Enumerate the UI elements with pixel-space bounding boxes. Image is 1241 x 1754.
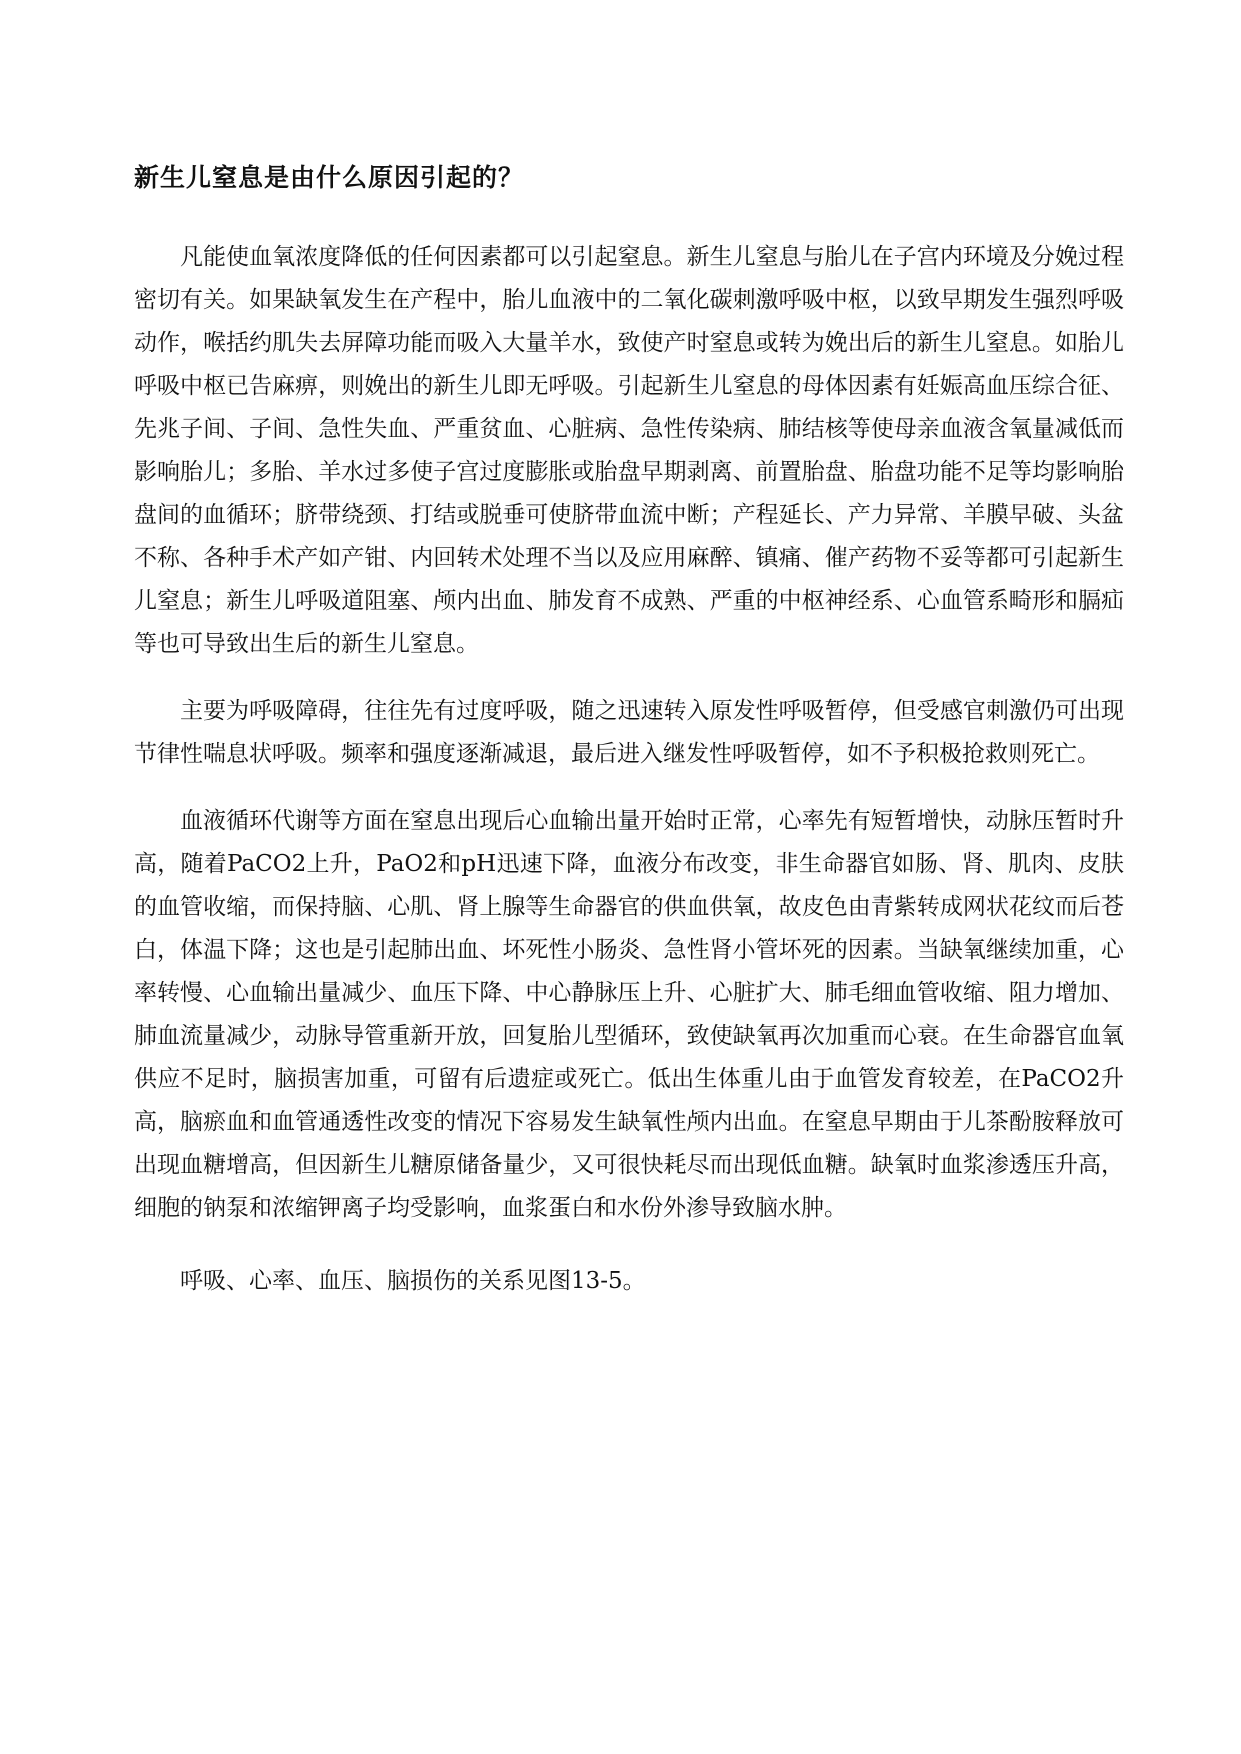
document-page [134,160,1124,1327]
paragraph-circulation: 血液循环代谢等方面在窒息出现后心血输出量开始时正常，心率先有短暂增快，动脉压暂时升高，随着PaCO2上升，PaO2和pH迅速下降，血液分布改变，非生命器官如肠、肾、肌肉、皮肤的血管收缩，而保持脑、心肌、肾上腺等生命器官的供血供氧，故皮色由青紫转成网状花纹而后苍白，体温下降；这也是引起肺出血、坏死性小肠炎、急性肾小管坏死的因素。当缺氧继续加重，心率转慢、心血输出量减少、血压下降、中心静脉压上升、心脏扩大、肺毛细血管收缩、阻力增加、肺血流量减少，动脉导管重新开放，回复胎儿型循环，致使缺氧再次加重而心衰。在生命器官血氧供应不足时，脑损害加重，可留有后遗症或死亡。低出生体重儿由于血管发育较差，在PaCO2升高，脑瘀血和血管通透性改变的情况下容易发生缺氧性颅内出血。在窒息早期由于儿茶酚胺释放可出现血糖增高，但因新生儿糖原储备量少，又可很快耗尽而出现低血糖。缺氧时血浆渗透压升高，细胞的钠泵和浓缩钾离子均受影响，血浆蛋白和水份外渗导致脑水肿。 [134,808,1124,1221]
document-title: 新生儿窒息是由什么原因引起的？ [134,163,525,192]
paragraph-figure-reference: 呼吸、心率、血压、脑损伤的关系见图13-5。 [180,1268,646,1294]
paragraph-respiratory: 主要为呼吸障碍，往往先有过度呼吸，随之迅速转入原发性呼吸暂停，但受感官刺激仍可出现节律性喘息状呼吸。频率和强度逐渐减退，最后进入继发性呼吸暂停，如不予积极抢救则死亡。 [134,698,1124,767]
paragraph-causes: 凡能使血氧浓度降低的任何因素都可以引起窒息。新生儿窒息与胎儿在子宫内环境及分娩过程密切有关。如果缺氧发生在产程中，胎儿血液中的二氧化碳刺激呼吸中枢，以致早期发生强烈呼吸动作，喉括约肌失去屏障功能而吸入大量羊水，致使产时窒息或转为娩出后的新生儿窒息。如胎儿呼吸中枢已告麻痹，则娩出的新生儿即无呼吸。引起新生儿窒息的母体因素有妊娠高血压综合征、先兆子间、子间、急性失血、严重贫血、心脏病、急性传染病、肺结核等使母亲血液含氧量减低而影响胎儿；多胎、羊水过多使子宫过度膨胀或胎盘早期剥离、前置胎盘、胎盘功能不足等均影响胎盘间的血循环；脐带绕颈、打结或脱垂可使脐带血流中断；产程延长、产力异常、羊膜早破、头盆不称、各种手术产如产钳、内回转术处理不当以及应用麻醉、镇痛、催产药物不妥等都可引起新生儿窒息；新生儿呼吸道阻塞、颅内出血、肺发育不成熟、严重的中枢神经系、心血管系畸形和膈疝等也可导致出生后的新生儿窒息。 [134,244,1124,657]
